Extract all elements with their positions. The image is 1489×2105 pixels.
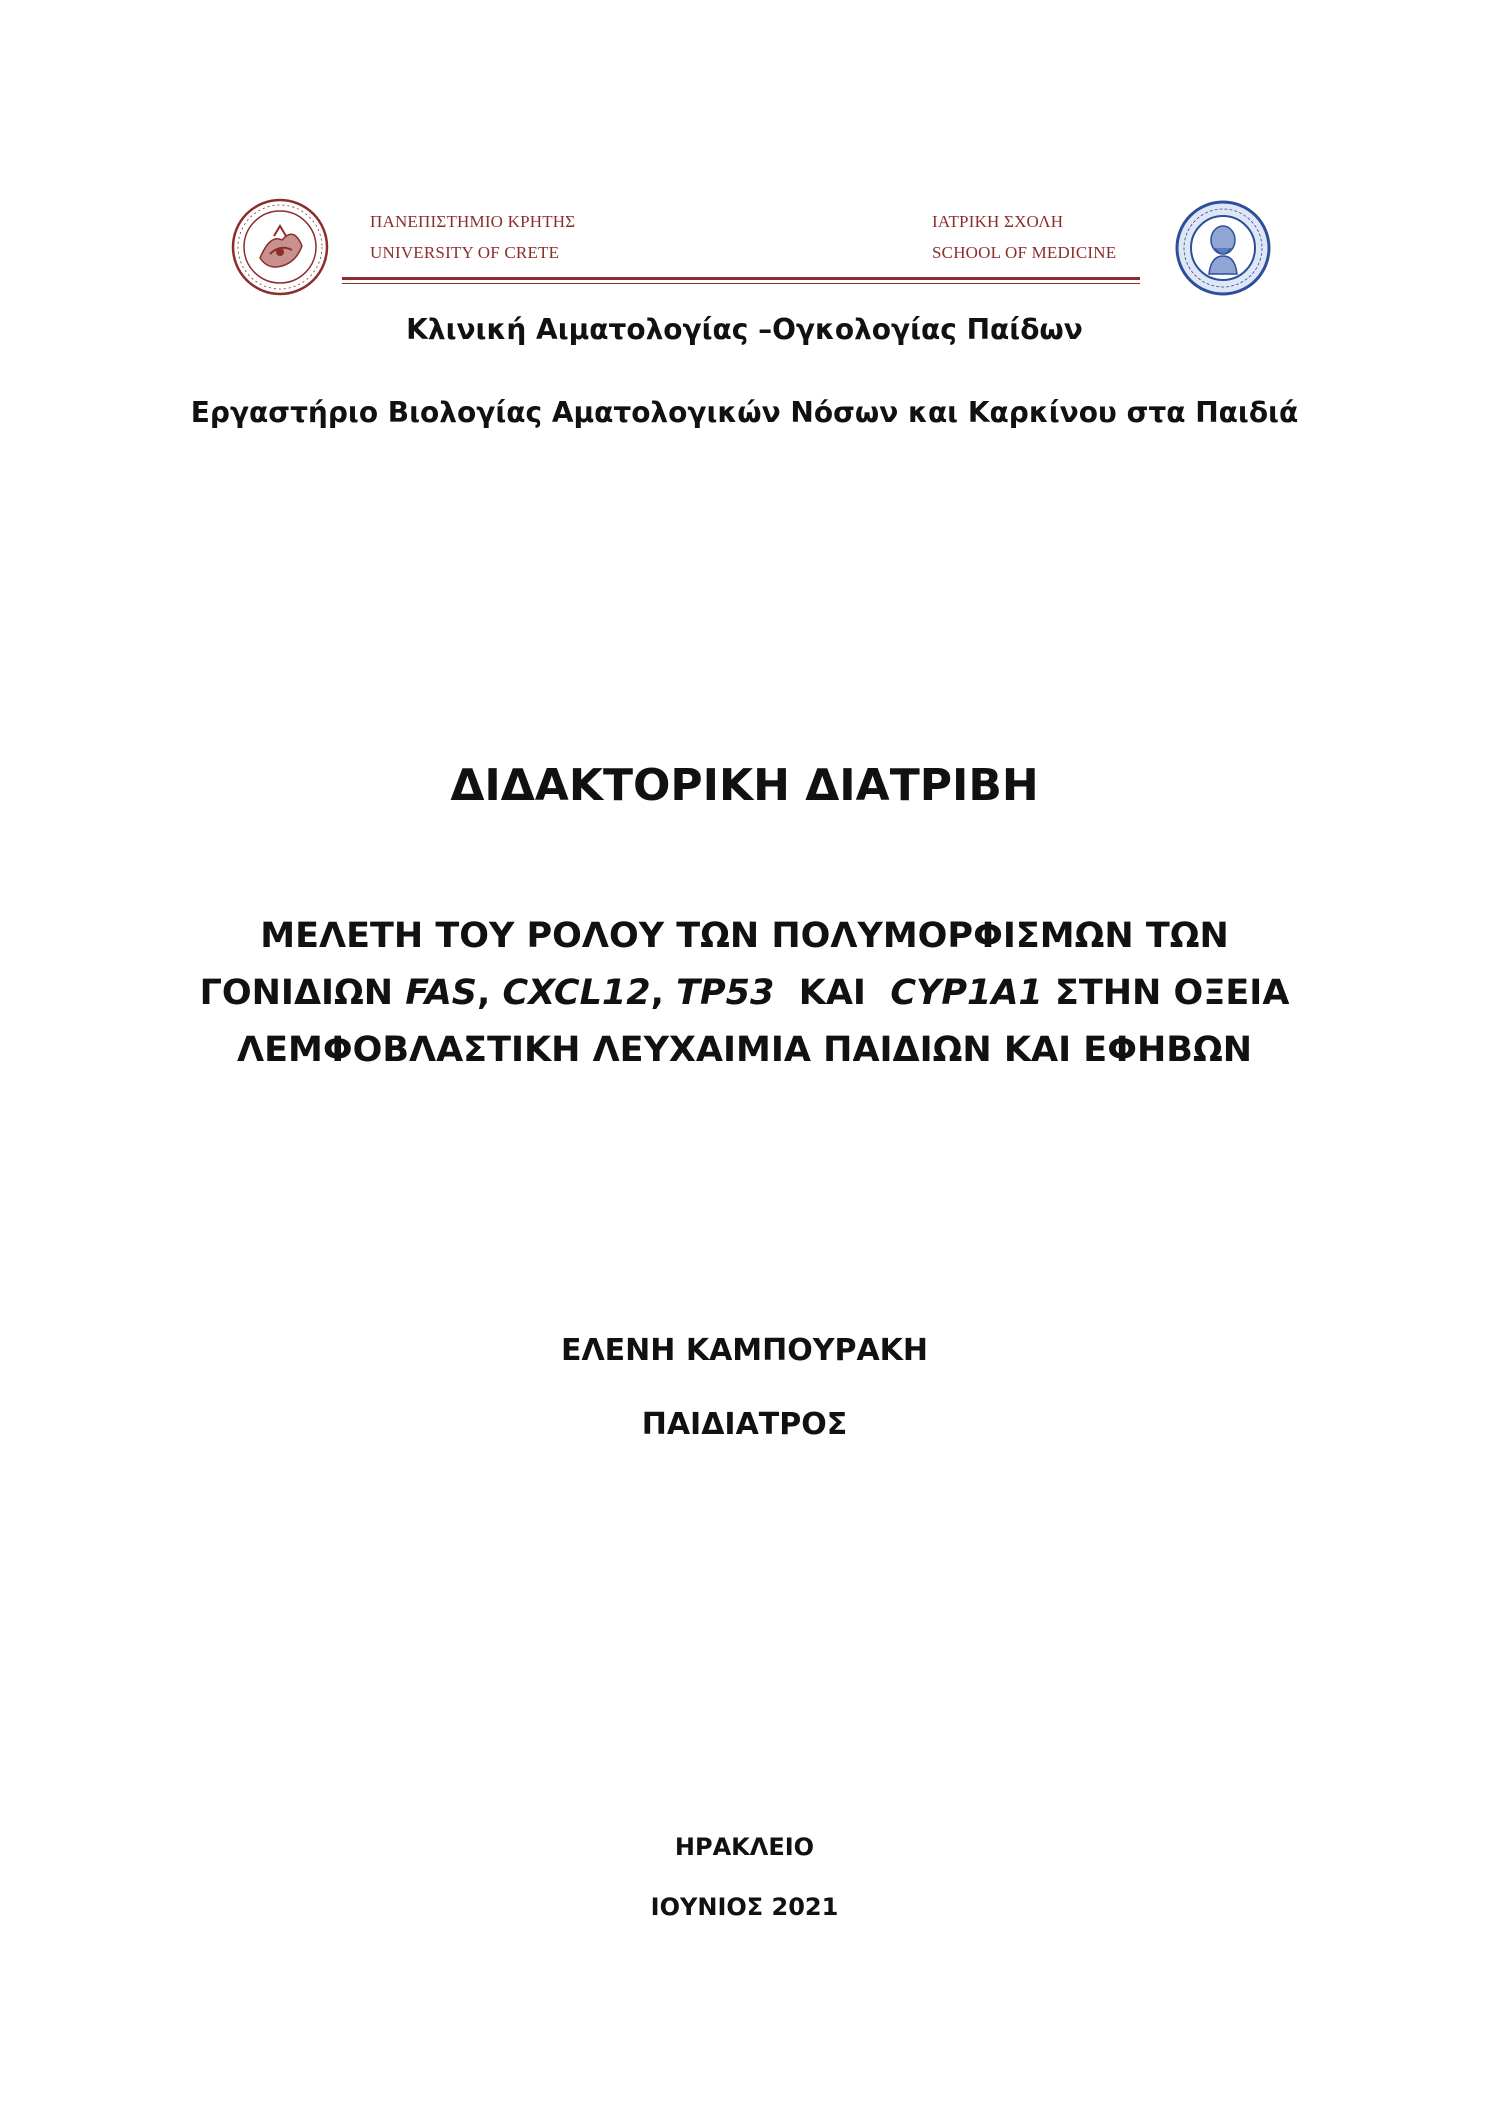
thesis-title: [0, 908, 1489, 1079]
title-separator: ,: [477, 973, 503, 1013]
school-name-greek: ΙΑΤΡΙΚΗ ΣΧΟΛΗ: [932, 212, 1064, 231]
title-separator: ,: [650, 973, 677, 1013]
publication-date: ΙΟΥΝΙΟΣ 2021: [650, 1893, 839, 1921]
gene-cxcl12: CXCL12: [502, 973, 651, 1013]
university-name-greek: ΠΑΝΕΠΙΣΤΗΜΙΟ ΚΡΗΤΗΣ: [370, 212, 576, 231]
thesis-type-heading: ΔΙΔΑΚΤΟΡΙΚΗ ΔΙΑΤΡΙΒΗ: [450, 760, 1039, 811]
laboratory-name: Εργαστήριο Βιολογίας Αματολογικών Νόσων και Καρκίνου στα Παιδιά: [190, 396, 1299, 429]
author-name: ΕΛΕΝΗ ΚΑΜΠΟΥΡΑΚΗ: [560, 1333, 929, 1368]
gene-fas: FAS: [405, 973, 477, 1013]
thesis-title-line-3: ΛΕΜΦΟΒΛΑΣΤΙΚΗ ΛΕΥΧΑΙΜΙΑ ΠΑΙΔΙΩΝ ΚΑΙ ΕΦΗΒΩΝ: [237, 1030, 1252, 1070]
university-of-crete-seal-icon: [230, 196, 330, 298]
header-divider-thin: [342, 283, 1140, 284]
title-suffix: ΣΤΗΝ ΟΞΕΙΑ: [1042, 973, 1290, 1013]
university-name-english: UNIVERSITY OF CRETE: [370, 243, 560, 262]
title-conjunction: ΚΑΙ: [774, 973, 891, 1013]
thesis-title-line-1: ΜΕΛΕΤΗ ΤΟΥ ΡΟΛΟΥ ΤΩΝ ΠΟΛΥΜΟΡΦΙΣΜΩΝ ΤΩΝ: [260, 916, 1229, 956]
author-profession: ΠΑΙΔΙΑΤΡΟΣ: [641, 1407, 848, 1442]
header-divider: [342, 277, 1140, 280]
title-prefix: ΓΟΝΙΔΙΩΝ: [199, 973, 406, 1013]
gene-tp53: TP53: [676, 973, 775, 1013]
school-of-medicine-seal-icon: [1175, 200, 1271, 296]
thesis-title-line-2: [0, 965, 1489, 1022]
publication-city: ΗΡΑΚΛΕΙΟ: [674, 1833, 815, 1861]
document-header: [0, 0, 1489, 300]
gene-cyp1a1: CYP1A1: [890, 973, 1043, 1013]
school-name-english: SCHOOL OF MEDICINE: [932, 243, 1117, 262]
clinic-name: Κλινική Αιματολογίας –Ογκολογίας Παίδων: [406, 313, 1083, 346]
